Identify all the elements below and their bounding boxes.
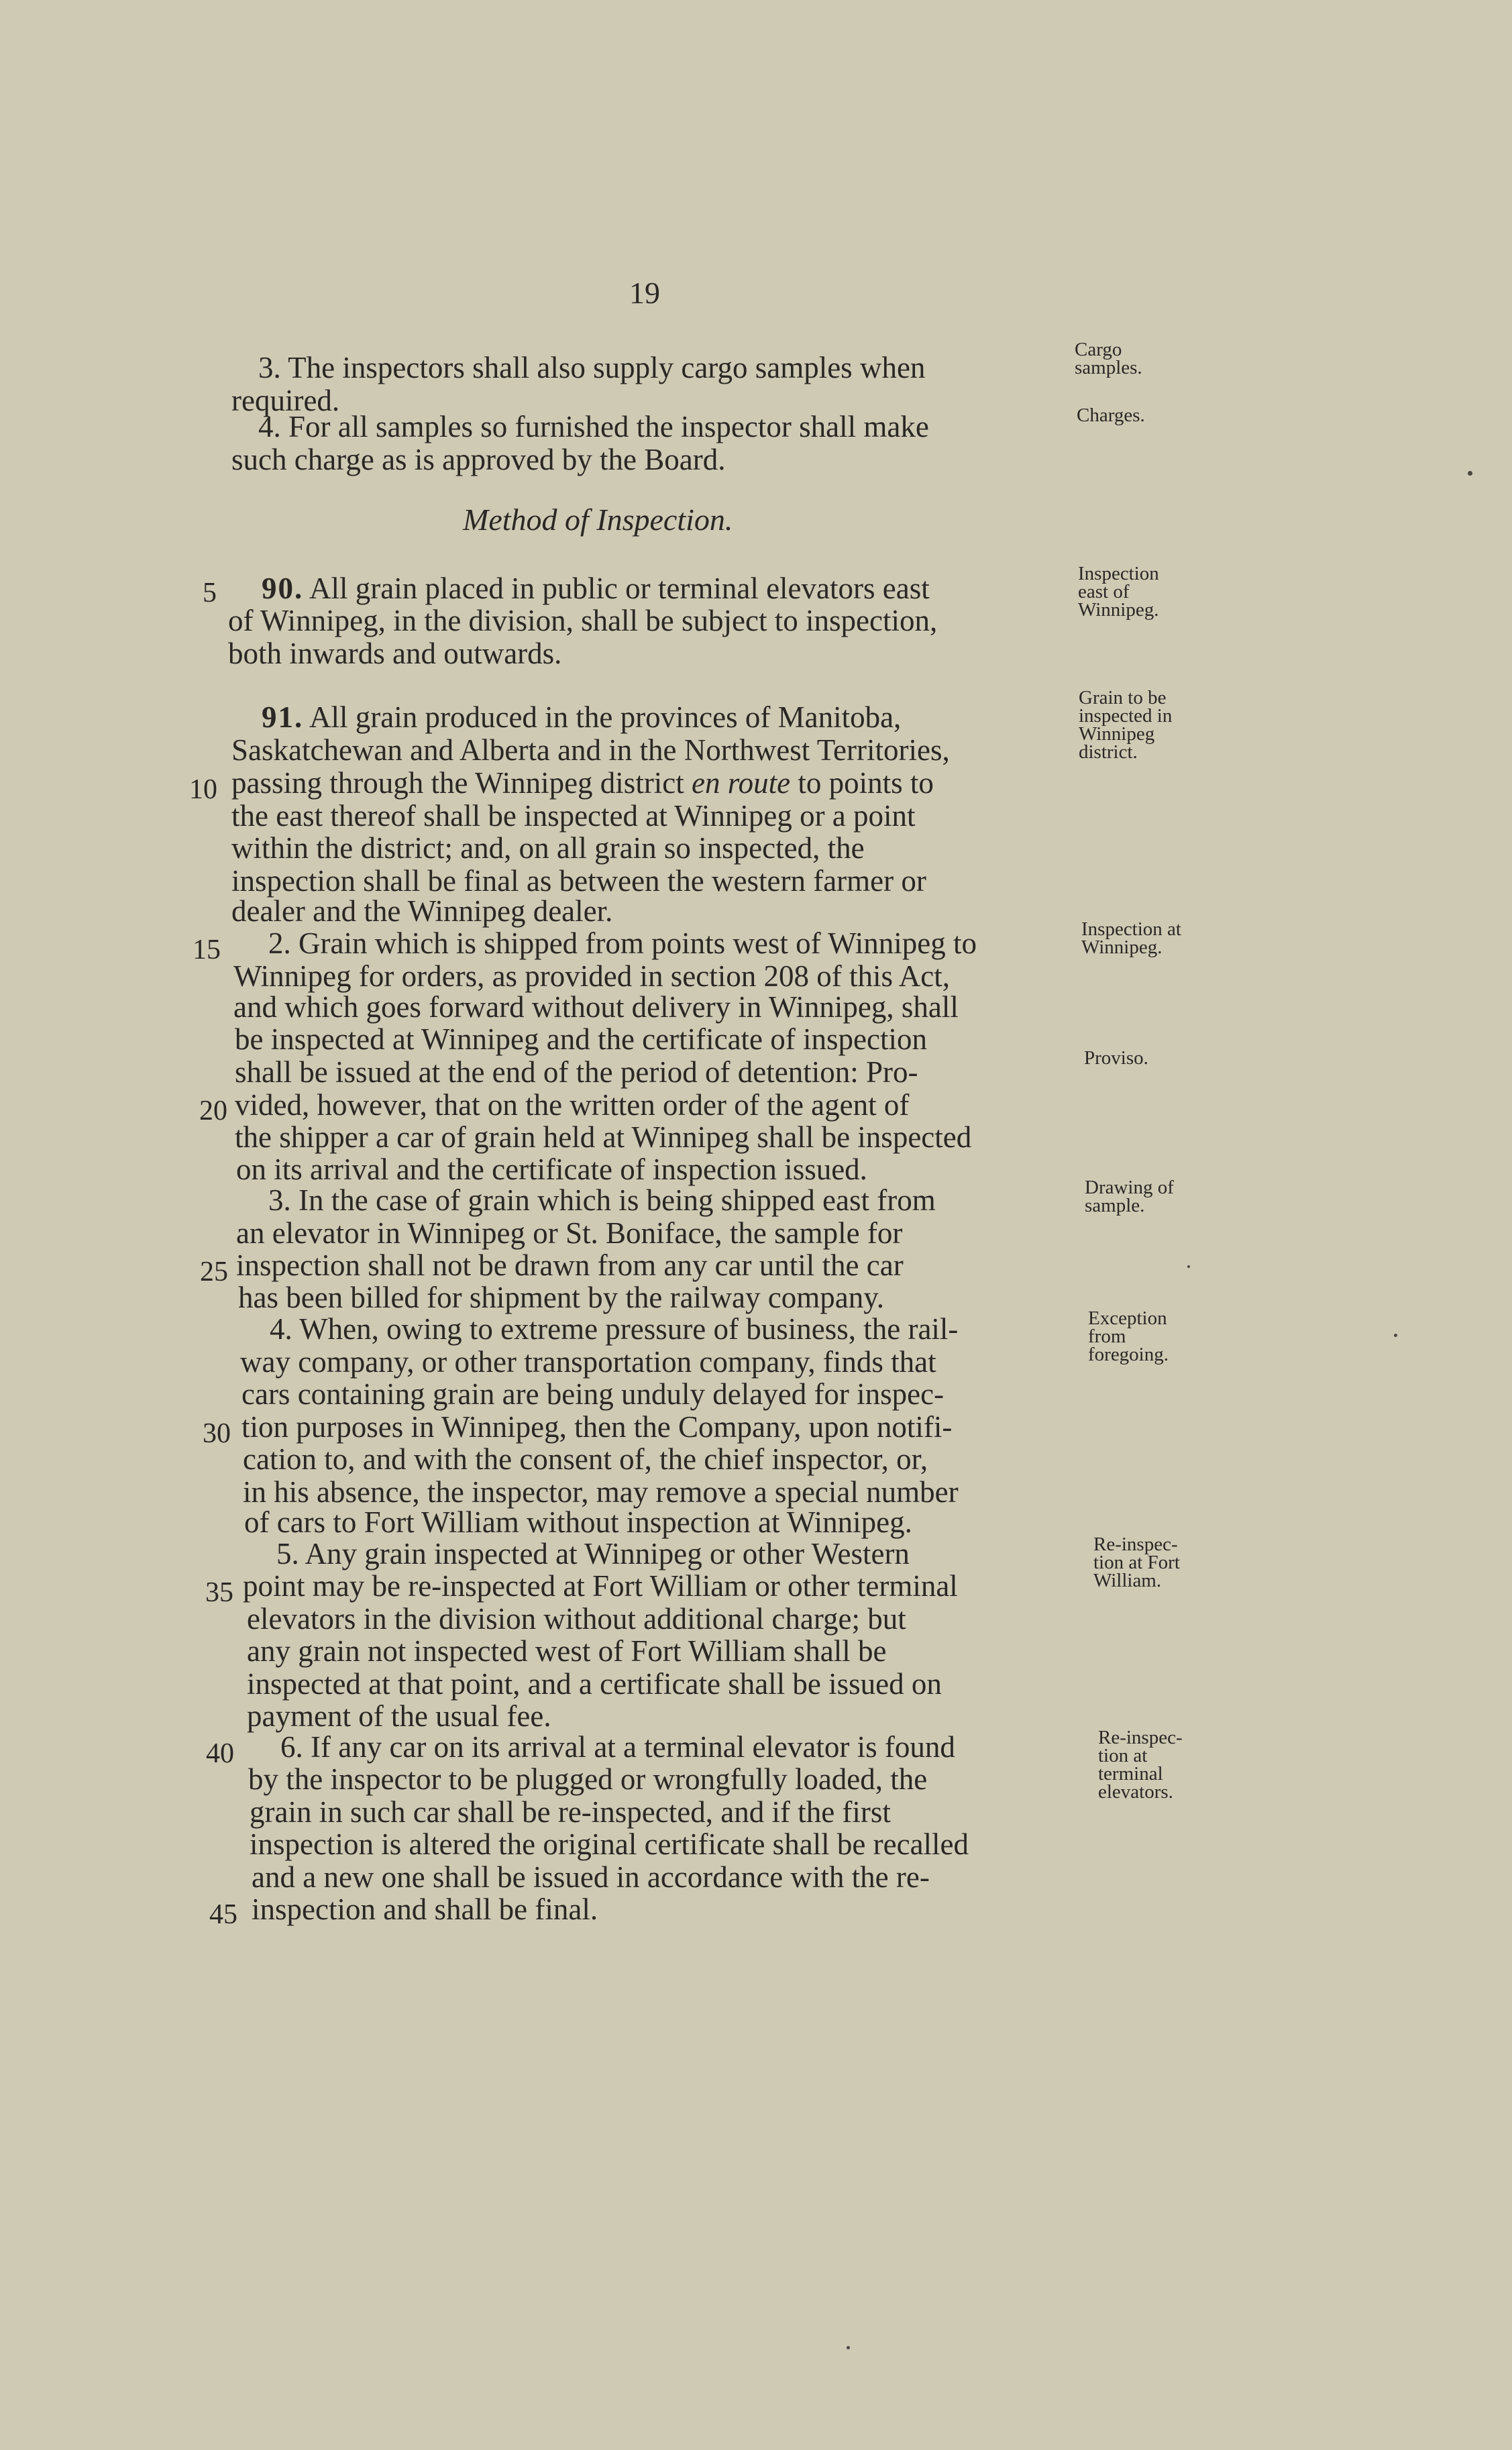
text-line <box>276 1538 910 1570</box>
text-line-content: shall be issued at the end of the period of detention: Pro- <box>235 1055 918 1089</box>
side-note <box>1085 1179 1174 1215</box>
text-line <box>236 1153 867 1185</box>
text-line-content: required. <box>231 384 340 417</box>
text-line-content: dealer and the Winnipeg dealer. <box>231 894 613 928</box>
line-number: 10 <box>189 774 217 805</box>
line-number: 40 <box>206 1738 234 1769</box>
text-line <box>231 767 934 799</box>
text-line-content: vided, however, that on the written order of the agent of <box>235 1088 910 1122</box>
text-line-content: and which goes forward without delivery in Winnipeg, shall <box>233 990 959 1024</box>
text-line-content: inspection shall be final as between the western farmer or <box>231 864 926 898</box>
text-line <box>244 1506 912 1538</box>
text-line-content: inspection is altered the original certificate shall be recalled <box>250 1827 969 1861</box>
side-note <box>1093 1536 1180 1590</box>
side-note-line: Winnipeg. <box>1081 937 1163 958</box>
text-line <box>235 1121 971 1153</box>
text-line <box>247 1700 551 1732</box>
side-note-line: east of <box>1078 581 1130 602</box>
text-line <box>243 1443 928 1475</box>
text-line <box>241 1378 944 1410</box>
text-line <box>231 895 612 927</box>
text-line-content: on its arrival and the certificate of inspection issued. <box>236 1153 867 1186</box>
paper-speck <box>1468 471 1472 476</box>
section-number: 90. <box>262 572 304 605</box>
line-number: 30 <box>203 1418 231 1449</box>
side-note-line: Winnipeg. <box>1078 599 1159 621</box>
text-line <box>240 1346 936 1378</box>
text-line <box>258 352 925 384</box>
side-note-line: Proviso. <box>1084 1047 1148 1069</box>
section-number: 91. <box>262 700 304 734</box>
side-note-line: inspected in <box>1079 705 1173 727</box>
text-line <box>280 1731 955 1763</box>
text-line <box>231 443 725 476</box>
text-line <box>247 1603 906 1635</box>
text-line-content: by the inspector to be plugged or wrongfully loaded, the <box>248 1762 928 1796</box>
text-line-content: has been billed for shipment by the railway company. <box>238 1281 885 1314</box>
text-line-content: within the district; and, on all grain so inspected, the <box>231 831 865 865</box>
text-line-content: any grain not inspected west of Fort William shall be <box>247 1634 887 1668</box>
text-line <box>252 1893 598 1925</box>
text-line <box>231 734 950 766</box>
text-line-content: and a new one shall be issued in accordance with the re- <box>252 1860 930 1894</box>
text-line-content: 3. In the case of grain which is being shipped east from <box>268 1183 936 1217</box>
text-line <box>270 1313 958 1345</box>
text-line-content: 3. The inspectors shall also supply cargo samples when <box>258 351 926 384</box>
section-heading: Method of Inspection. <box>463 502 733 537</box>
text-line <box>262 701 901 733</box>
text-line-content: 2. Grain which is shipped from points west of Winnipeg to <box>268 926 977 960</box>
text-line <box>241 1411 952 1443</box>
text-line-content: inspected at that point, and a certificate shall be issued on <box>247 1667 942 1701</box>
paper-speck <box>1187 1265 1190 1268</box>
paper-speck <box>1394 1334 1397 1337</box>
text-line-content: point may be re-inspected at Fort William or other terminal <box>243 1569 958 1603</box>
side-note-line: terminal <box>1098 1763 1163 1785</box>
line-number: 25 <box>200 1257 228 1287</box>
text-line <box>231 800 916 832</box>
text-line <box>247 1635 886 1667</box>
text-line-content: both inwards and outwards. <box>228 637 562 670</box>
side-note-line: Grain to be <box>1079 687 1167 708</box>
text-line <box>236 1217 902 1249</box>
line-number: 45 <box>209 1899 237 1930</box>
text-line <box>228 637 561 670</box>
text-line-content: be inspected at Winnipeg and the certificate of inspection <box>235 1022 927 1056</box>
text-line <box>258 411 929 443</box>
side-note-line: tion at Fort <box>1093 1552 1180 1573</box>
text-line <box>233 960 950 992</box>
side-note-line: Drawing of <box>1085 1177 1174 1198</box>
side-note-line: from <box>1088 1326 1126 1347</box>
text-line <box>252 1861 930 1893</box>
text-line <box>243 1570 958 1602</box>
side-note-line: Winnipeg <box>1079 723 1155 745</box>
side-note <box>1079 689 1172 761</box>
text-line-content: All grain produced in the provinces of Manitoba, <box>309 700 902 734</box>
text-line-content: of cars to Fort William without inspection at Winnipeg. <box>244 1505 912 1539</box>
side-note-line: sample. <box>1085 1195 1145 1216</box>
side-note-line: Re-inspec- <box>1093 1534 1178 1555</box>
text-line <box>250 1796 891 1828</box>
side-note-line: foregoing. <box>1088 1344 1169 1365</box>
side-note-line: elevators. <box>1098 1781 1173 1803</box>
text-line <box>235 1089 909 1121</box>
side-note-line: tion at <box>1098 1745 1148 1766</box>
text-line-content: grain in such car shall be re-inspected, and if the first <box>250 1795 891 1829</box>
side-note <box>1081 920 1181 957</box>
text-line-content: elevators in the division without additional charge; but <box>247 1602 906 1636</box>
side-note <box>1075 341 1142 377</box>
text-line <box>268 927 977 959</box>
text-line-content: the shipper a car of grain held at Winnipeg shall be inspected <box>235 1120 972 1154</box>
text-line-content: cars containing grain are being unduly delayed for inspec- <box>241 1377 944 1411</box>
text-line-content: inspection shall not be drawn from any car until the car <box>236 1248 904 1282</box>
text-line <box>235 1056 918 1088</box>
text-line <box>233 991 959 1023</box>
text-line <box>268 1184 936 1216</box>
text-line-content: way company, or other transportation company, finds that <box>240 1345 936 1379</box>
text-line <box>250 1828 969 1860</box>
side-note-line: Inspection <box>1078 563 1159 584</box>
text-line <box>231 865 926 897</box>
text-line-content: 6. If any car on its arrival at a terminal elevator is found <box>280 1730 955 1764</box>
text-line-content: cation to, and with the consent of, the chief inspector, or, <box>243 1442 928 1476</box>
text-line-content: such charge as is approved by the Board. <box>231 443 726 476</box>
side-note <box>1078 565 1159 619</box>
line-number: 15 <box>193 935 221 965</box>
side-note <box>1088 1310 1169 1364</box>
text-line-content: Saskatchewan and Alberta and in the Northwest Territories, <box>231 733 950 767</box>
text-line <box>243 1476 959 1508</box>
side-note-line: Inspection at <box>1081 918 1181 940</box>
text-line-content: Winnipeg for orders, as provided in section 208 of this Act, <box>233 959 950 993</box>
text-line-content: of Winnipeg, in the division, shall be subject to inspection, <box>228 604 938 637</box>
text-line-content: in his absence, the inspector, may remove a special number <box>243 1475 959 1509</box>
text-line <box>248 1763 927 1795</box>
text-line <box>235 1023 927 1055</box>
paper-speck <box>847 2346 850 2349</box>
text-line-content: All grain placed in public or terminal elevators east <box>309 572 930 605</box>
text-line-content: inspection and shall be final. <box>252 1893 598 1926</box>
side-note <box>1077 407 1145 425</box>
side-note <box>1098 1729 1183 1801</box>
text-line-content: passing through the Winnipeg district en route to points to <box>231 766 934 800</box>
text-line-content: tion purposes in Winnipeg, then the Company, upon notifi- <box>241 1410 953 1444</box>
text-line-content: an elevator in Winnipeg or St. Boniface, the sample for <box>236 1216 903 1250</box>
text-line-content: the east thereof shall be inspected at Winnipeg or a point <box>231 799 916 833</box>
text-line <box>236 1249 904 1281</box>
text-line-content: 5. Any grain inspected at Winnipeg or other Western <box>276 1537 910 1570</box>
text-line <box>228 604 937 637</box>
side-note-line: samples. <box>1075 357 1142 378</box>
text-line-content: 4. For all samples so furnished the inspector shall make <box>258 410 929 443</box>
page-number: 19 <box>629 276 660 310</box>
text-line-content: payment of the usual fee. <box>247 1699 551 1733</box>
side-note-line: Charges. <box>1077 405 1145 426</box>
side-note-line: Exception <box>1088 1308 1167 1329</box>
text-line <box>231 832 865 864</box>
side-note <box>1084 1049 1148 1067</box>
side-note-line: William. <box>1093 1570 1162 1591</box>
text-line-content: 4. When, owing to extreme pressure of business, the rail- <box>270 1312 959 1346</box>
text-line <box>238 1281 884 1314</box>
line-number: 5 <box>203 578 217 608</box>
line-number: 20 <box>199 1096 227 1126</box>
side-note-line: Cargo <box>1075 339 1122 360</box>
side-note-line: Re-inspec- <box>1098 1727 1183 1748</box>
side-note-line: district. <box>1079 741 1138 763</box>
text-line <box>262 572 930 604</box>
line-number: 35 <box>205 1577 233 1608</box>
text-line <box>247 1668 942 1700</box>
